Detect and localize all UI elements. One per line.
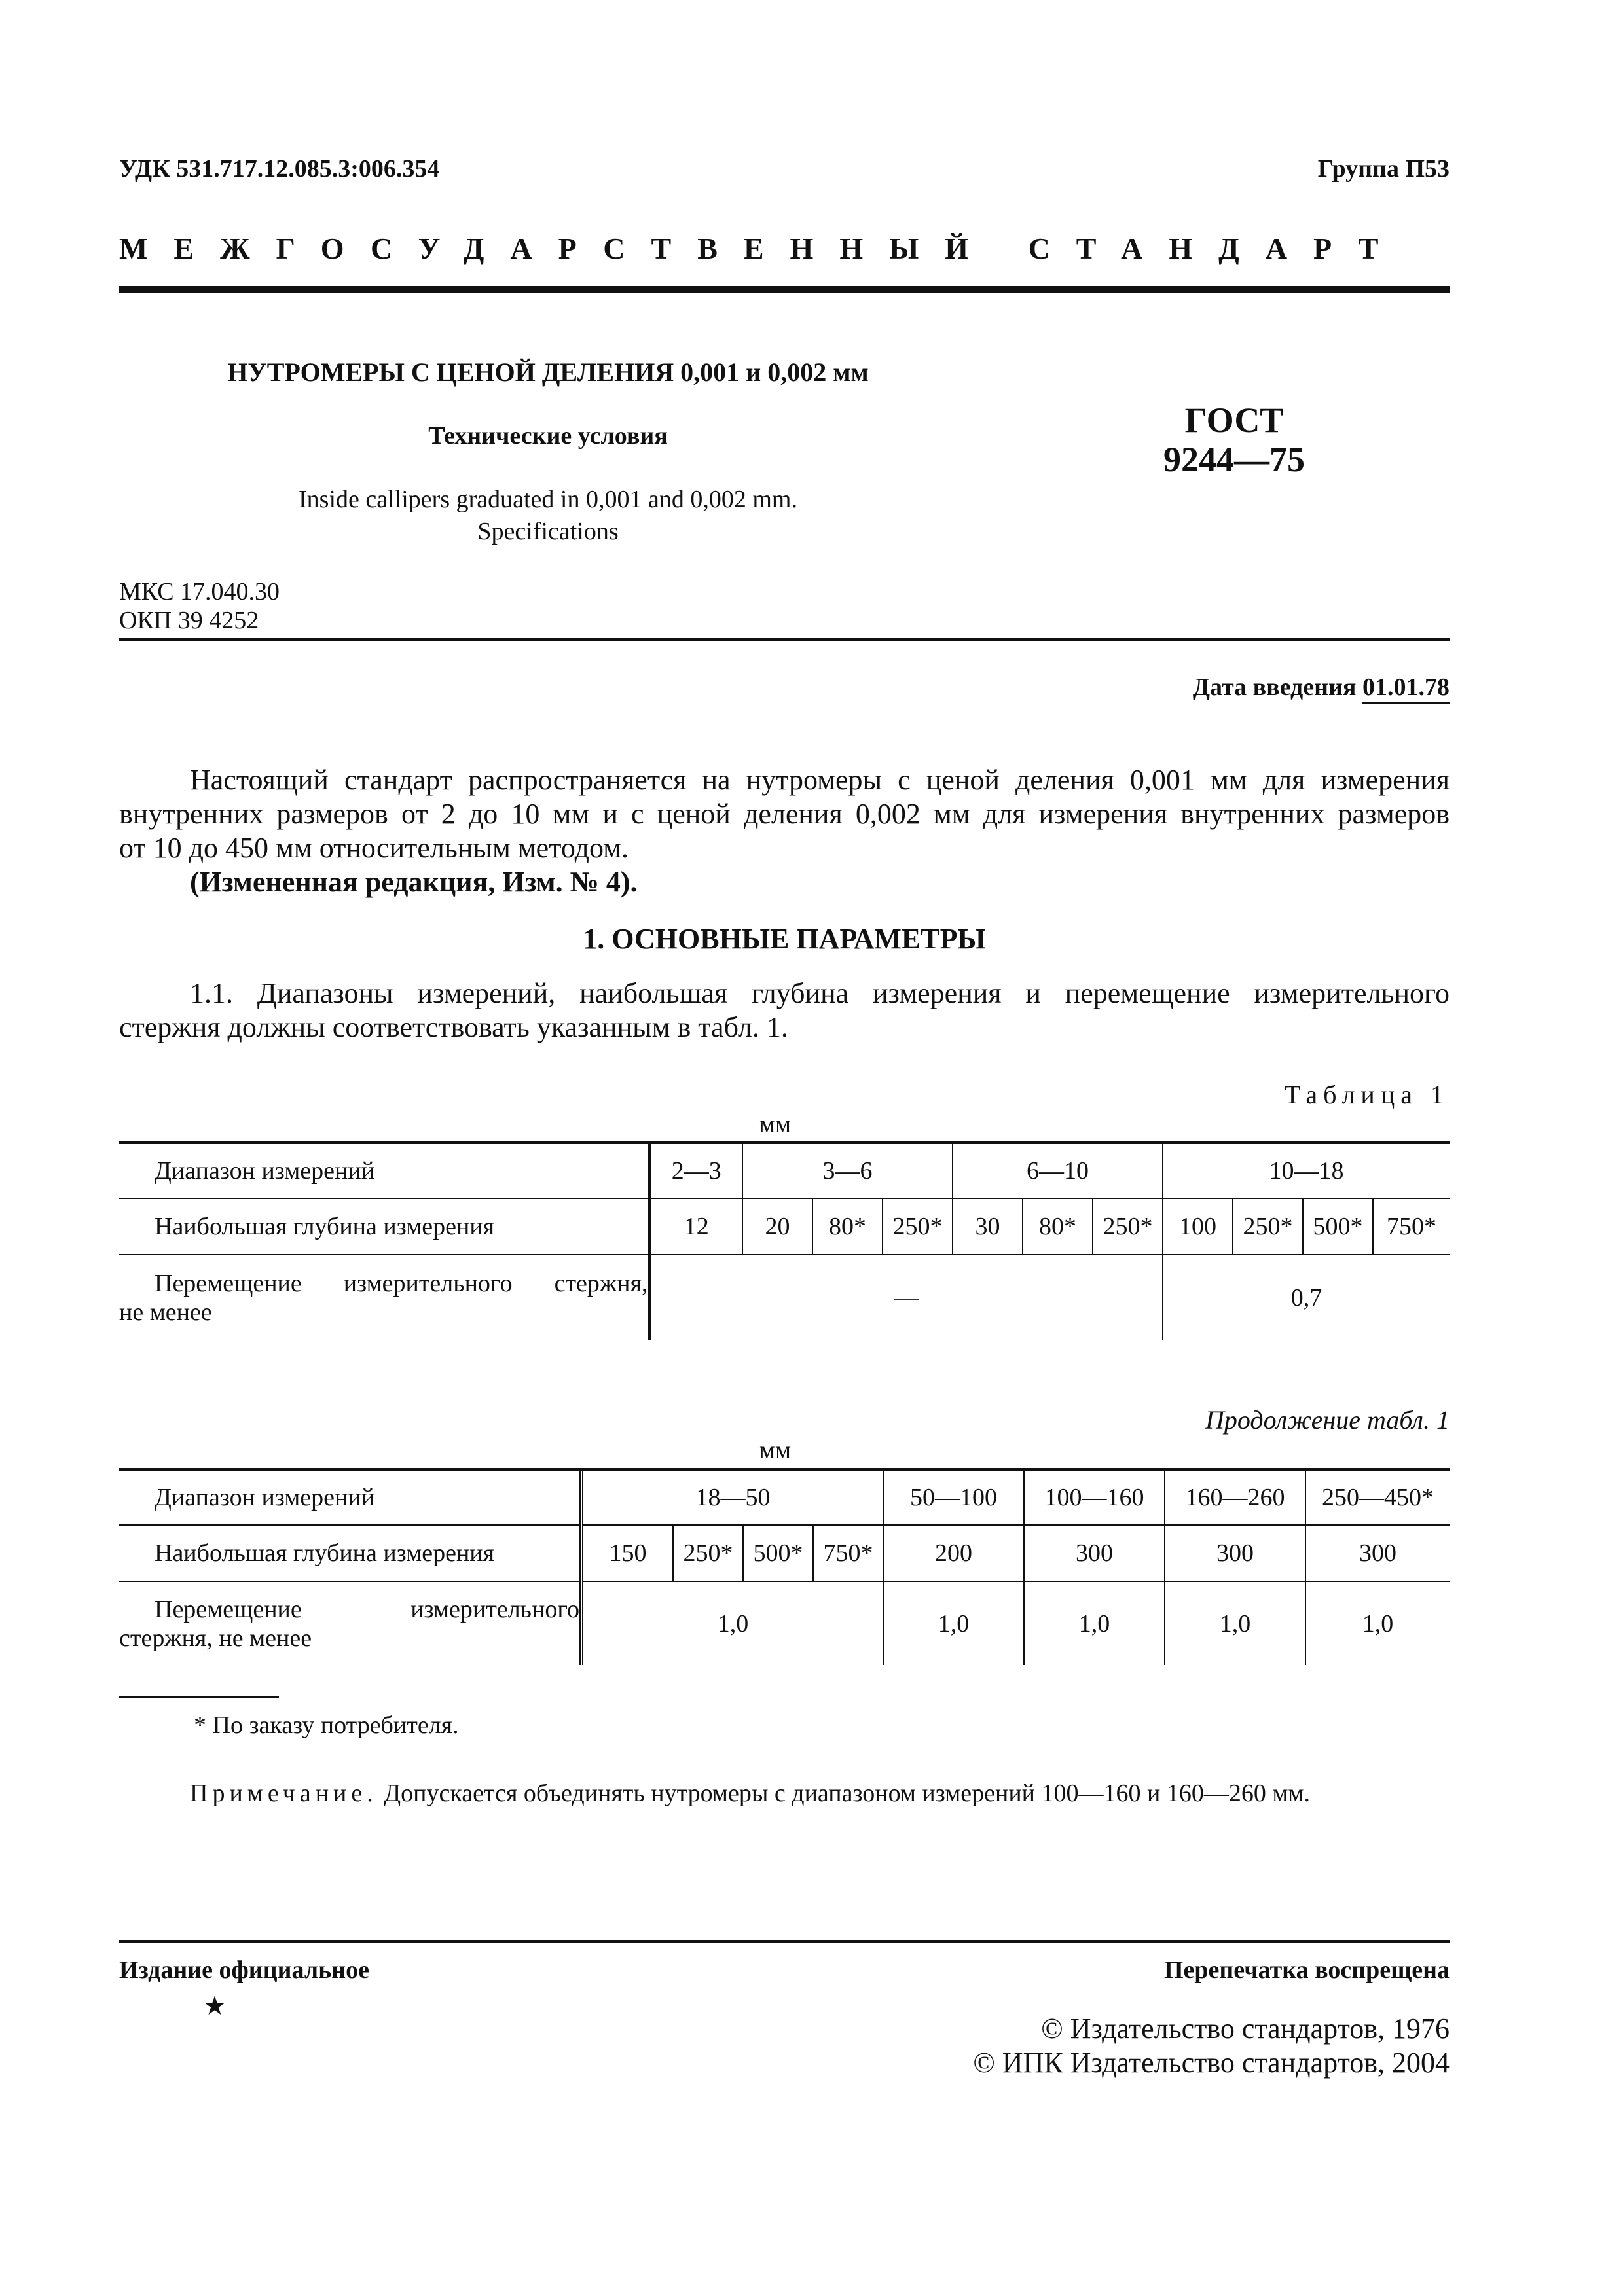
depth-cell: 20 [742, 1198, 812, 1255]
depth-cell: 500* [743, 1525, 813, 1581]
table2-range-row [119, 1471, 1450, 1525]
range-cell: 100—160 [1024, 1471, 1165, 1525]
copyright-2004: © ИПК Издательство стандартов, 2004 [973, 2047, 1450, 2079]
english-title-line2: Specifications [477, 518, 619, 545]
depth-cell: 750* [813, 1525, 883, 1581]
depth-cell: 500* [1303, 1198, 1373, 1255]
depth-cell: 100 [1163, 1198, 1233, 1255]
okp-code: ОКП 39 4252 [119, 607, 259, 634]
reprint-prohibited: Перепечатка воспрещена [1163, 1956, 1450, 1984]
amendment-note: (Измененная редакция, Изм. № 4). [190, 866, 638, 898]
udk-code: УДК 531.717.12.085.3:006.354 [119, 155, 440, 183]
table1-range-row [119, 1144, 1450, 1198]
row-label-travel [119, 1255, 649, 1340]
range-cell: 6—10 [953, 1144, 1163, 1198]
row-label-depth: Наибольшая глубина измерения [119, 1198, 649, 1255]
table1-cont-unit: мм [759, 1437, 792, 1464]
depth-cell: 250* [1233, 1198, 1303, 1255]
group-code: Группа П53 [1317, 155, 1450, 183]
range-cell: 18—50 [581, 1471, 883, 1525]
intro-line-2: внутренних размеров от 2 до 10 мм и с ценой деления 0,002 мм для измерения внутренних размеров [119, 798, 1450, 830]
row-label-range: Диапазон измерений [119, 1144, 649, 1198]
row-label-travel-line2: не менее [119, 1298, 212, 1326]
row-label-travel-line1: Перемещение измерительного стержня, [155, 1269, 648, 1297]
section-para-line-2: стержня должны соответствовать указанным в табл. 1. [119, 1011, 788, 1043]
range-cell: 160—260 [1165, 1471, 1305, 1525]
range-cell: 250—450* [1305, 1471, 1450, 1525]
depth-cell: 80* [1023, 1198, 1093, 1255]
effective-date-value: 01.01.78 [1362, 673, 1450, 704]
depth-cell: 30 [953, 1198, 1023, 1255]
depth-cell: 300 [1165, 1525, 1305, 1581]
depth-cell: 300 [1305, 1525, 1450, 1581]
row-label-travel-line2: стержня, не менее [119, 1624, 312, 1652]
intro-line-1: Настоящий стандарт распространяется на нутромеры с ценой деления 0,001 мм для измерения [190, 764, 1450, 796]
footer-rule [119, 1940, 1450, 1943]
table1-travel-row [119, 1255, 1450, 1340]
depth-cell: 300 [1024, 1525, 1165, 1581]
row-label-travel-word2: измерительного [410, 1595, 579, 1623]
intro-line-3: от 10 до 450 мм относительным методом. [119, 832, 629, 864]
travel-cell: — [894, 1283, 919, 1312]
depth-cell: 80* [812, 1198, 883, 1255]
depth-cell: 250* [673, 1525, 743, 1581]
range-cell: 10—18 [1163, 1144, 1450, 1198]
row-label-travel-word1: Перемещение [155, 1595, 302, 1623]
travel-cell: 1,0 [883, 1581, 1024, 1665]
gost-number: 9244—75 [1163, 440, 1305, 479]
depth-cell: 250* [883, 1198, 953, 1255]
footnote-rule [119, 1696, 279, 1698]
header-rule [119, 286, 1450, 293]
table1-caption: Таблица 1 [1284, 1080, 1450, 1109]
section-para-line-1: 1.1. Диапазоны измерений, наибольшая глубина измерения и перемещение измерительного [190, 977, 1450, 1009]
travel-cell: 0,7 [1163, 1255, 1450, 1340]
row-label-range: Диапазон измерений [119, 1471, 581, 1525]
table-note [190, 1776, 1310, 1810]
range-cell: 2—3 [649, 1144, 742, 1198]
table2-travel-row [119, 1581, 1450, 1665]
mks-code: МКС 17.040.30 [119, 578, 280, 605]
travel-cell: 1,0 [717, 1609, 749, 1638]
official-edition: Издание официальное [119, 1956, 370, 1984]
title-rule [119, 638, 1450, 641]
row-label-travel [119, 1581, 581, 1665]
star-icon: ★ [203, 1991, 227, 2020]
depth-cell: 200 [883, 1525, 1024, 1581]
copyright-1976: © Издательство стандартов, 1976 [1041, 2013, 1450, 2045]
document-title: НУТРОМЕРЫ С ЦЕНОЙ ДЕЛЕНИЯ 0,001 и 0,002 мм [227, 357, 869, 387]
footnote: * По заказу потребителя. [194, 1712, 459, 1739]
depth-cell: 12 [649, 1198, 742, 1255]
row-label-travel-line1 [119, 1595, 579, 1624]
table1-depth-row [119, 1198, 1450, 1255]
table1-continuation [119, 1471, 1450, 1665]
table2-depth-row [119, 1525, 1450, 1581]
table1-unit: мм [759, 1111, 792, 1138]
note-text: Допускается объединять нутромеры с диапазоном измерений 100—160 и 160—260 мм. [384, 1780, 1310, 1807]
depth-cell: 750* [1373, 1198, 1450, 1255]
note-label: Примечание. [190, 1780, 378, 1807]
standard-banner: МЕЖГОСУДАРСТВЕННЫЙ СТАНДАРТ [119, 232, 1405, 265]
travel-cell: 1,0 [1305, 1581, 1450, 1665]
range-cell: 3—6 [742, 1144, 953, 1198]
effective-date-label: Дата введения [1192, 673, 1357, 701]
depth-cell: 250* [1093, 1198, 1163, 1255]
row-label-depth: Наибольшая глубина измерения [119, 1525, 581, 1581]
table1-cont-caption: Продолжение табл. 1 [1205, 1405, 1450, 1435]
section-heading: 1. ОСНОВНЫЕ ПАРАМЕТРЫ [583, 923, 986, 955]
travel-cell: 1,0 [1024, 1581, 1165, 1665]
travel-cell: 1,0 [1165, 1581, 1305, 1665]
table1 [119, 1144, 1450, 1340]
depth-cell: 150 [581, 1525, 673, 1581]
range-cell: 50—100 [883, 1471, 1024, 1525]
gost-label: ГОСТ [1184, 401, 1284, 440]
effective-date [1193, 670, 1450, 704]
english-title-line1: Inside callipers graduated in 0,001 and 0,002 mm. [299, 486, 797, 513]
document-subtitle: Технические условия [428, 422, 668, 450]
